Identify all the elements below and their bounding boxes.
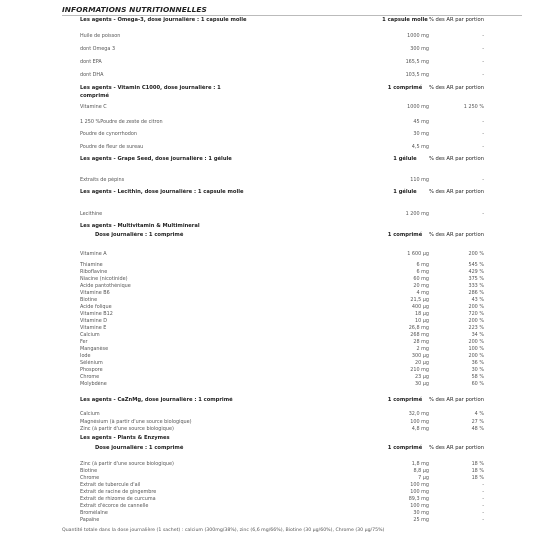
- nutrient-name: dont DHA: [80, 72, 104, 78]
- nutrient-amount: 23 µg: [415, 374, 429, 380]
- ar-percent: 48 %: [471, 426, 484, 432]
- nutrient-name: 1 250 %Poudre de zeste de citron: [80, 119, 163, 125]
- section-title: Dose journalière : 1 comprimé: [95, 445, 184, 451]
- ar-percent: 375 %: [468, 276, 484, 282]
- ar-percent: 36 %: [471, 360, 484, 366]
- ar-percent: -: [482, 510, 484, 516]
- nutrient-amount: 400 µg: [411, 304, 429, 310]
- nutrient-name: Zinc (à partir d'une source biologique): [80, 426, 174, 432]
- serving-size-header: 1 comprimé: [387, 397, 423, 403]
- ar-percent: 545 %: [468, 262, 484, 268]
- nutrient-amount: 165,5 mg: [405, 59, 429, 65]
- page-title: INFORMATIONS NUTRITIONNELLES: [62, 5, 207, 14]
- nutrient-amount: 30 mg: [413, 510, 429, 516]
- ar-percent: 200 %: [468, 304, 484, 310]
- ar-percent-header: % des AR par portion: [428, 156, 484, 162]
- ar-percent: 43 %: [471, 297, 484, 303]
- nutrient-amount: 100 mg: [410, 503, 429, 509]
- nutrient-amount: 60 mg: [413, 276, 429, 282]
- ar-percent: 1 250 %: [463, 104, 484, 110]
- nutrient-name: Niacine (nicotinide): [80, 276, 128, 282]
- nutrient-name: Calcium: [80, 332, 100, 338]
- ar-percent: 100 %: [468, 346, 484, 352]
- nutrient-name: Biotine: [80, 468, 98, 474]
- nutrient-name: Acide folique: [80, 304, 112, 310]
- ar-percent: 429 %: [468, 269, 484, 275]
- section-title: Les agents - Multivitamin & Multimineral: [80, 223, 200, 229]
- nutrient-amount: 30 µg: [415, 381, 429, 387]
- ar-percent: 30 %: [471, 367, 484, 373]
- ar-percent: -: [482, 33, 484, 39]
- nutrient-amount: 1 200 mg: [405, 211, 429, 217]
- ar-percent-header: % des AR par portion: [428, 445, 484, 451]
- nutrient-amount: 25 mg: [413, 517, 429, 523]
- nutrient-amount: 100 mg: [410, 419, 429, 425]
- nutrient-name: Extraits de pépins: [80, 177, 125, 183]
- section-title: Les agents - Lecithin, dose journalière : 1 capsule molle: [80, 189, 244, 195]
- nutrient-name: Vitamine E: [80, 325, 107, 331]
- nutrient-amount: 8,8 µg: [413, 468, 429, 474]
- ar-percent: 720 %: [468, 311, 484, 317]
- section-title: Dose journalière : 1 comprimé: [95, 232, 184, 238]
- section-title: Les agents - Plants & Enzymes: [80, 435, 170, 441]
- ar-percent: -: [482, 59, 484, 65]
- nutrient-amount: 300 µg: [411, 353, 429, 359]
- nutrient-name: Fer: [80, 339, 88, 345]
- nutrient-name: Extrait de rhizome de curcuma: [80, 496, 156, 502]
- ar-percent: 200 %: [468, 318, 484, 324]
- ar-percent: -: [482, 119, 484, 125]
- serving-size-header: 1 comprimé: [387, 445, 423, 451]
- nutrient-name: Calcium: [80, 411, 100, 417]
- ar-percent: -: [482, 482, 484, 488]
- ar-percent: -: [482, 131, 484, 137]
- nutrient-amount: 32,0 mg: [408, 411, 429, 417]
- nutrient-name: Riboflavine: [80, 269, 108, 275]
- nutrient-name: Lecithine: [80, 211, 103, 217]
- nutrient-amount: 1,8 mg: [411, 461, 429, 467]
- serving-size-header: 1 comprimé: [387, 85, 423, 91]
- nutrient-amount: 6 mg: [416, 262, 429, 268]
- nutrient-amount: 1 600 µg: [407, 251, 429, 257]
- nutrient-name: Vitamine B6: [80, 290, 110, 296]
- nutrient-amount: 100 mg: [410, 482, 429, 488]
- ar-percent: -: [482, 72, 484, 78]
- nutrient-amount: 1000 mg: [407, 104, 429, 110]
- nutrient-amount: 7 µg: [418, 475, 429, 481]
- ar-percent: 27 %: [471, 419, 484, 425]
- nutrient-name: Poudre de cynorrhodon: [80, 131, 137, 137]
- ar-percent: 223 %: [468, 325, 484, 331]
- section-title: Les agents - CaZnMg, dose journalière : 1 comprimé: [80, 397, 233, 403]
- nutrient-name: Poudre de fleur de sureau: [80, 144, 144, 150]
- nutrient-name: dont EPA: [80, 59, 102, 65]
- nutrient-amount: 18 µg: [415, 311, 429, 317]
- nutrient-name: Vitamine A: [80, 251, 107, 257]
- ar-percent: -: [482, 489, 484, 495]
- ar-percent: 18 %: [471, 475, 484, 481]
- nutrient-name: Papaïne: [80, 517, 100, 523]
- nutrient-name: Magnésium (à partir d'une source biologique): [80, 419, 192, 425]
- serving-size-header: 1 capsule molle: [382, 17, 428, 23]
- ar-percent: 18 %: [471, 468, 484, 474]
- nutrient-name: Extrait d'écorce de cannelle: [80, 503, 149, 509]
- section-title: Les agents - Omega-3, dose journalière : 1 capsule molle: [80, 17, 247, 23]
- nutrient-amount: 210 mg: [410, 367, 429, 373]
- footnote: Quantité totale dans la dose journalière (1 sachet) : calcium (300mg/38%), zinc (6,6 mg/66%), Biotine (30 µg/60%), Chrome (30 µg/75%): [62, 528, 385, 533]
- nutrient-amount: 89,3 mg: [408, 496, 429, 502]
- nutrient-amount: 20 µg: [415, 360, 429, 366]
- nutrient-name: Huile de poisson: [80, 33, 121, 39]
- ar-percent-header: % des AR par portion: [428, 189, 484, 195]
- nutrient-amount: 300 mg: [410, 46, 429, 52]
- nutrient-name: Thiamine: [80, 262, 103, 268]
- nutrient-name: Biotine: [80, 297, 98, 303]
- ar-percent: -: [482, 144, 484, 150]
- nutrient-amount: 4 mg: [416, 290, 429, 296]
- ar-percent: 18 %: [471, 461, 484, 467]
- ar-percent-header: % des AR par portion: [428, 232, 484, 238]
- ar-percent: 333 %: [468, 283, 484, 289]
- ar-percent-header: % des AR par portion: [428, 397, 484, 403]
- nutrient-amount: 6 mg: [416, 269, 429, 275]
- nutrient-name: Vitamine B12: [80, 311, 113, 317]
- nutrient-amount: 1000 mg: [407, 33, 429, 39]
- nutrient-amount: 28 mg: [413, 339, 429, 345]
- nutrient-name: Bromélaïne: [80, 510, 108, 516]
- section-title: Les agents - Grape Seed, dose journalière : 1 gélule: [80, 156, 232, 162]
- ar-percent: 58 %: [471, 374, 484, 380]
- ar-percent-header: % des AR par portion: [428, 85, 484, 91]
- ar-percent: -: [482, 517, 484, 523]
- ar-percent: -: [482, 496, 484, 502]
- title-divider: [62, 15, 522, 16]
- nutrient-amount: 100 mg: [410, 489, 429, 495]
- nutrient-amount: 20 mg: [413, 283, 429, 289]
- nutrient-name: Chrome: [80, 374, 100, 380]
- nutrient-amount: 10 µg: [415, 318, 429, 324]
- serving-size-header: 1 gélule: [393, 189, 417, 195]
- nutrient-name: Molybdène: [80, 381, 107, 387]
- ar-percent: -: [482, 503, 484, 509]
- nutrient-amount: 268 mg: [410, 332, 429, 338]
- nutrient-name: Vitamine C: [80, 104, 107, 110]
- nutrient-amount: 26,8 mg: [408, 325, 429, 331]
- ar-percent: 200 %: [468, 339, 484, 345]
- nutrient-amount: 4,8 mg: [411, 426, 429, 432]
- nutrient-amount: 103,5 mg: [405, 72, 429, 78]
- nutrient-amount: 21,5 µg: [410, 297, 429, 303]
- ar-percent: -: [482, 177, 484, 183]
- nutrient-name: Vitamine D: [80, 318, 108, 324]
- nutrient-amount: 2 mg: [416, 346, 429, 352]
- nutrient-name: Manganèse: [80, 346, 109, 352]
- section-title: Les agents - Vitamin C1000, dose journalière : 1 comprimé: [80, 85, 221, 99]
- ar-percent: 286 %: [468, 290, 484, 296]
- nutrient-name: Chrome: [80, 475, 100, 481]
- ar-percent: -: [482, 211, 484, 217]
- ar-percent: 200 %: [468, 251, 484, 257]
- nutrient-name: Sélénium: [80, 360, 103, 366]
- ar-percent: 4 %: [474, 411, 484, 417]
- nutrient-amount: 30 mg: [413, 131, 429, 137]
- nutrient-name: Extrait de racine de gingembre: [80, 489, 157, 495]
- nutrient-name: Extrait de tubercule d'ail: [80, 482, 141, 488]
- nutrient-name: Iode: [80, 353, 91, 359]
- serving-size-header: 1 gélule: [393, 156, 417, 162]
- ar-percent-header: % des AR par portion: [428, 17, 484, 23]
- ar-percent: 34 %: [471, 332, 484, 338]
- nutrient-amount: 45 mg: [413, 119, 429, 125]
- ar-percent: 200 %: [468, 353, 484, 359]
- serving-size-header: 1 comprimé: [387, 232, 423, 238]
- nutrient-name: dont Omega 3: [80, 46, 116, 52]
- nutrient-amount: 4,5 mg: [411, 144, 429, 150]
- nutrient-name: Phospore: [80, 367, 103, 373]
- ar-percent: -: [482, 46, 484, 52]
- nutrient-name: Acide pantothénique: [80, 283, 131, 289]
- nutrient-name: Zinc (à partir d'une source biologique): [80, 461, 174, 467]
- ar-percent: 60 %: [471, 381, 484, 387]
- nutrient-amount: 110 mg: [410, 177, 429, 183]
